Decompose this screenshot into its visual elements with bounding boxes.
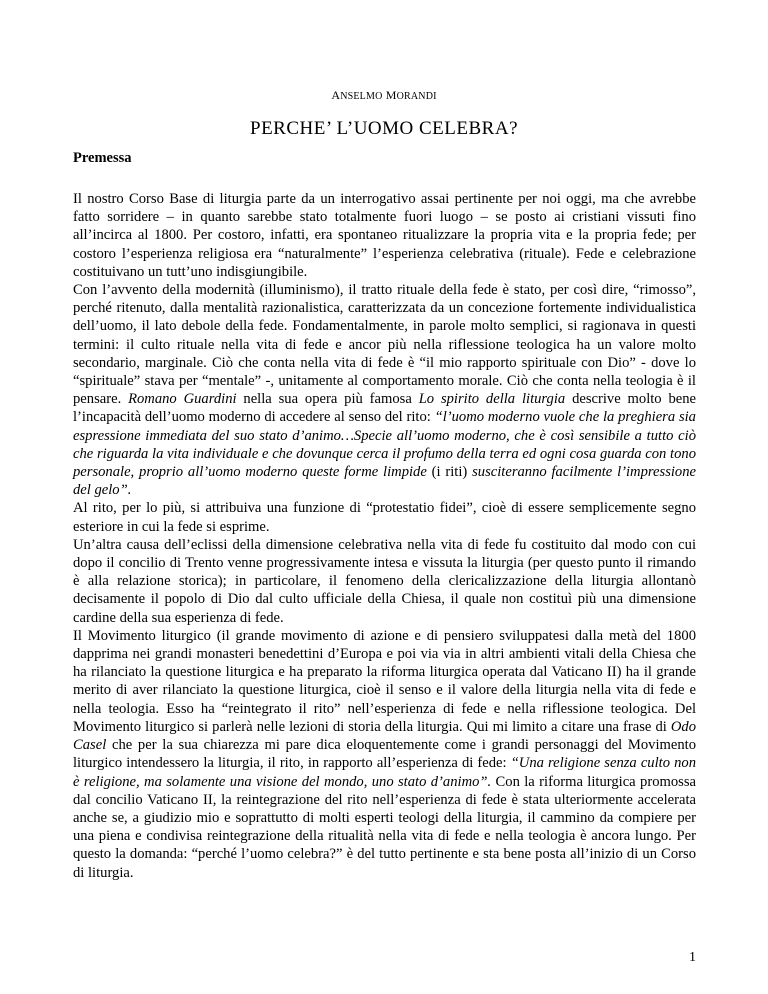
paragraph-5-text-2: che per la sua chiarezza mi pare dica eloquentemente come i grandi personaggi del Movimento liturgico intendessero la liturgia, il rito, in rapporto all’esperienza di fede: <box>73 737 696 772</box>
author-first-initial: A <box>331 88 341 102</box>
author-last-initial: M <box>385 88 397 102</box>
author-reference-casel: Odo Casel <box>73 718 696 754</box>
guardini-quote-part-2: susciteranno facilmente l’impressione del gelo”. <box>73 464 696 499</box>
paragraph-5-text-1: Il Movimento liturgico (il grande movimento di azione e di pensiero sviluppatesi dalla metà del 1800 dapprima nei grandi monasteri benedettini d’Europa e poi via via in altri ambienti vitali della Chiesa che ha rilanciato la questione liturgica e ha preparato la riforma liturgica operata dal Vaticano II) ha il grande merito di aver rilanciato la questione liturgica, cioè il senso e il valore della liturgia nella vita di fede e nella teologia. Esso ha “reintegrato il rito” nell’esperienza di fede e nella riflessione teologica. Del Movimento liturgico si parlerà nelle lezioni di storia della liturgia. Qui mi limito a citare una frase di <box>73 627 696 735</box>
guardini-quote-part-1: “l’uomo moderno vuole che la preghiera sia espressione immediata del suo stato d’animo…Specie all’uomo moderno, che è così sensibile a tutto ciò che riguarda la vita individuale e che dovunque cerca il profumo della terra ed ogni cosa guarda con tono personale, proprio all’uomo moderno queste forme limpide <box>73 409 696 481</box>
page-title: PERCHE’ L’UOMO CELEBRA? <box>250 118 518 139</box>
paragraph-2-text-4: (i riti) <box>426 464 473 481</box>
author-name <box>0 88 768 103</box>
author-reference-guardini: Romano Guardini <box>128 391 237 408</box>
paragraph-3: Al rito, per lo più, si attribuiva una funzione di “protestatio fidei”, cioè di essere semplicemente segno esteriore in cui la fede si esprime. <box>73 500 696 535</box>
paragraph-2-text-1: Con l’avvento della modernità (illuminismo), il tratto rituale della fede è stato, per così dire, “rimosso”, perché ritenuto, dalla mentalità razionalistica, caratterizzata da un concezione fortemente individualistica dell’uomo, il lato debole della fede. Fondamentalmente, in parole molto semplici, si ragionava in questi termini: il culto rituale nella vita di fede e ancor più nella riflessione teologica ha un valore molto secondario, marginale. Ciò che conta nella vita di fede è “il mio rapporto spirituale con Dio” - dove lo “spirituale” stava per “mentale” -, unitamente al comportamento morale. Ciò che conta nella teologia è il pensare. <box>73 282 696 408</box>
casel-quote: “Una religione senza culto non è religione, ma solamente una visione del mondo, uno stato d’animo”. <box>73 755 696 790</box>
paragraph-1: Il nostro Corso Base di liturgia parte da un interrogativo assai pertinente per noi oggi, ma che avrebbe fatto sorridere – in quanto sarebbe stato totalmente fuori luogo – se posto ai cristiani vissuti fino all’incirca al 1800. Per costoro, infatti, era spontaneo ritualizzare la propria vita e la propria fede; per costoro l’esperienza religiosa era “naturalmente” l’esperienza celebrativa (rituale). Fede e celebrazione costituivano un tutt’uno indisgiungibile. <box>73 191 696 280</box>
paragraph-2-text-2: nella sua opera più famosa <box>236 391 419 408</box>
paragraph-2-text-3: descrive molto bene l’incapacità dell’uomo moderno di accedere al senso del rito: <box>73 391 697 426</box>
page-number: 1 <box>689 950 696 965</box>
book-title-reference: Lo spirito della liturgia <box>418 391 566 408</box>
paragraph-2 <box>73 281 696 499</box>
paragraph-4: Un’altra causa dell’eclissi della dimensione celebrativa nella vita di fede fu costituito dal modo con cui dopo il concilio di Trento venne progressivamente intesa e vissuta la liturgia (per questo punto il rimando è alla relazione storica); in particolare, il fenomeno della clericalizzazione della liturgia allontanò decisamente il popolo di Dio dal culto ufficiale della Chiesa, il quale non costituì più una dimensione cardine della sua esperienza di fede. <box>73 536 696 626</box>
paragraph-5-text-3: Con la riforma liturgica promossa dal concilio Vaticano II, la reintegrazione del rito nell’esperienza di fede è stata ulteriormente accelerata anche se, a giudizio mio e soprattutto di molti esperti teologi della liturgia, il cammino da compiere per una piena e condivisa reintegrazione della ritualità nella vita di fede e nella teologia è ancora lungo. Per questo la domanda: “perché l’uomo celebra?” è del tutto pertinente e sta bene posta all’inizio di un Corso di liturgia. <box>73 773 696 881</box>
body-text <box>73 190 696 882</box>
paragraph-5 <box>73 627 696 882</box>
section-heading: Premessa <box>73 150 132 166</box>
author-last-rest: ORANDI <box>396 91 437 102</box>
author-first-rest: NSELMO <box>340 91 383 102</box>
